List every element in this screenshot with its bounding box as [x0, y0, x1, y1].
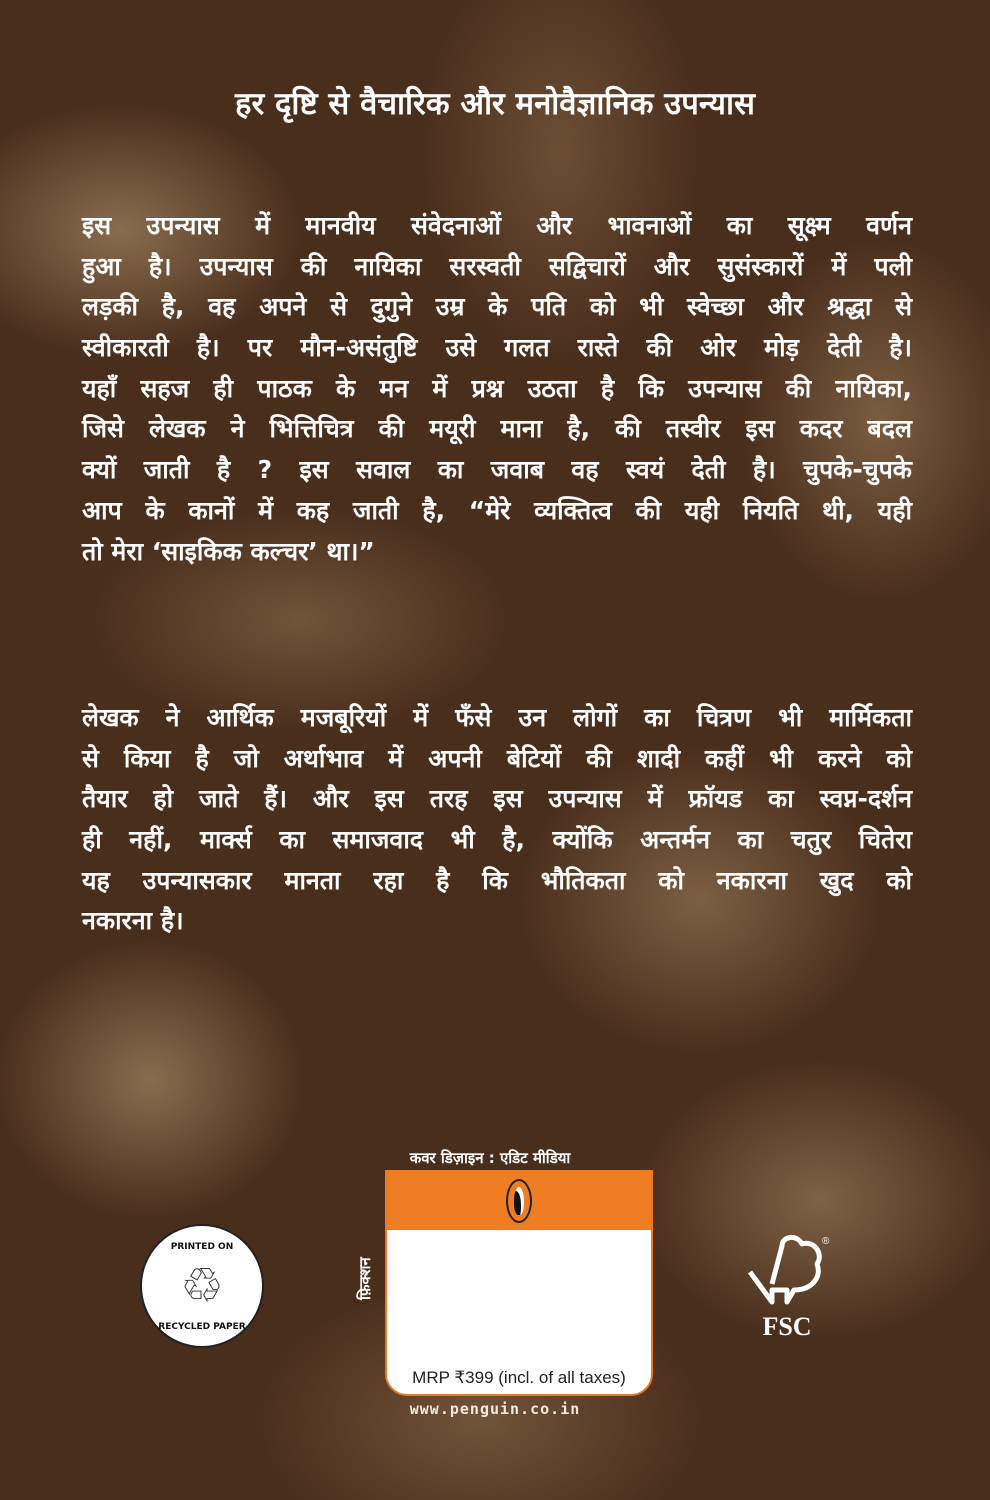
text-line: यहाँ सहज ही पाठक के मन में प्रश्न उठता है कि उपन्यास की नायिका, — [82, 373, 912, 403]
blurb-heading: हर दृष्टि से वैचारिक और मनोवैज्ञानिक उपन्यास — [235, 86, 755, 122]
text-line: हुआ है। उपन्यास की नायिका सरस्वती सद्विचारों और सुसंस्कारों में पली — [82, 251, 912, 281]
text-line: तैयार हो जाते हैं। और इस तरह इस उपन्यास में फ्रॉयड का स्वप्न-दर्शन — [82, 784, 912, 814]
text-line: जिसे लेखक ने भित्तिचित्र की मयूरी माना है, की तस्वीर इस कदर बदल — [82, 414, 912, 444]
recycled-paper-badge — [140, 1224, 264, 1348]
fsc-logo — [742, 1232, 832, 1342]
publisher-website: www.penguin.co.in — [409, 1400, 581, 1418]
svg-text:®: ® — [822, 1236, 830, 1247]
penguin-logo-icon — [506, 1179, 532, 1223]
publisher-band — [387, 1172, 651, 1230]
cover-design-credit: कवर डिज़ाइन : एडिट मीडिया — [409, 1149, 571, 1167]
text-line: लड़की है, वह अपने से दुगुने उम्र के पति को भी स्वेच्छा और श्रद्धा से — [82, 292, 912, 322]
text-line: इस उपन्यास में मानवीय संवेदनाओं और भावनाओं का सूक्ष्म वर्णन — [82, 211, 912, 240]
text-line: ही नहीं, मार्क्स का समाजवाद भी है, क्योंकि अन्तर्मन का चतुर चितेरा — [82, 825, 912, 855]
blurb-paragraph-1 — [82, 206, 912, 572]
fsc-label: FSC — [762, 1312, 812, 1341]
fsc-tree-icon — [742, 1232, 832, 1312]
mrp-price: MRP ₹399 (incl. of all taxes) — [412, 1368, 626, 1387]
text-line: तो मेरा ‘साइकिक कल्चर’ था।” — [82, 536, 375, 566]
text-line: नकारना है। — [82, 906, 184, 936]
recycled-badge-top: PRINTED ON — [170, 1242, 234, 1252]
text-line: स्वीकारती है। पर मौन-असंतुष्टि उसे गलत रास्ते की ओर मोड़ देती है। — [82, 333, 912, 363]
price-label-box — [385, 1170, 653, 1396]
text-line: से किया है जो अर्थाभाव में अपनी बेटियों की शादी कहीं भी करने को — [82, 743, 912, 773]
blurb-paragraph-2 — [82, 698, 912, 942]
text-line: क्यों जाती है ? इस सवाल का जवाब वह स्वयं देती है। चुपके-चुपके — [82, 455, 912, 485]
text-line: लेखक ने आर्थिक मजबूरियों में फँसे उन लोगों का चित्रण भी मार्मिकता — [82, 703, 912, 732]
category-label: फ़िक्शन — [356, 1257, 374, 1300]
text-line: यह उपन्यासकार मानता रहा है कि भौतिकता को नकारना खुद को — [82, 865, 912, 895]
text-line: आप के कानों में कह जाती है, “मेरे व्यक्तित्व की यही नियति थी, यही — [82, 495, 912, 525]
recycle-icon: ♲ — [180, 1258, 224, 1314]
recycled-badge-bottom: RECYCLED PAPER — [158, 1322, 246, 1332]
